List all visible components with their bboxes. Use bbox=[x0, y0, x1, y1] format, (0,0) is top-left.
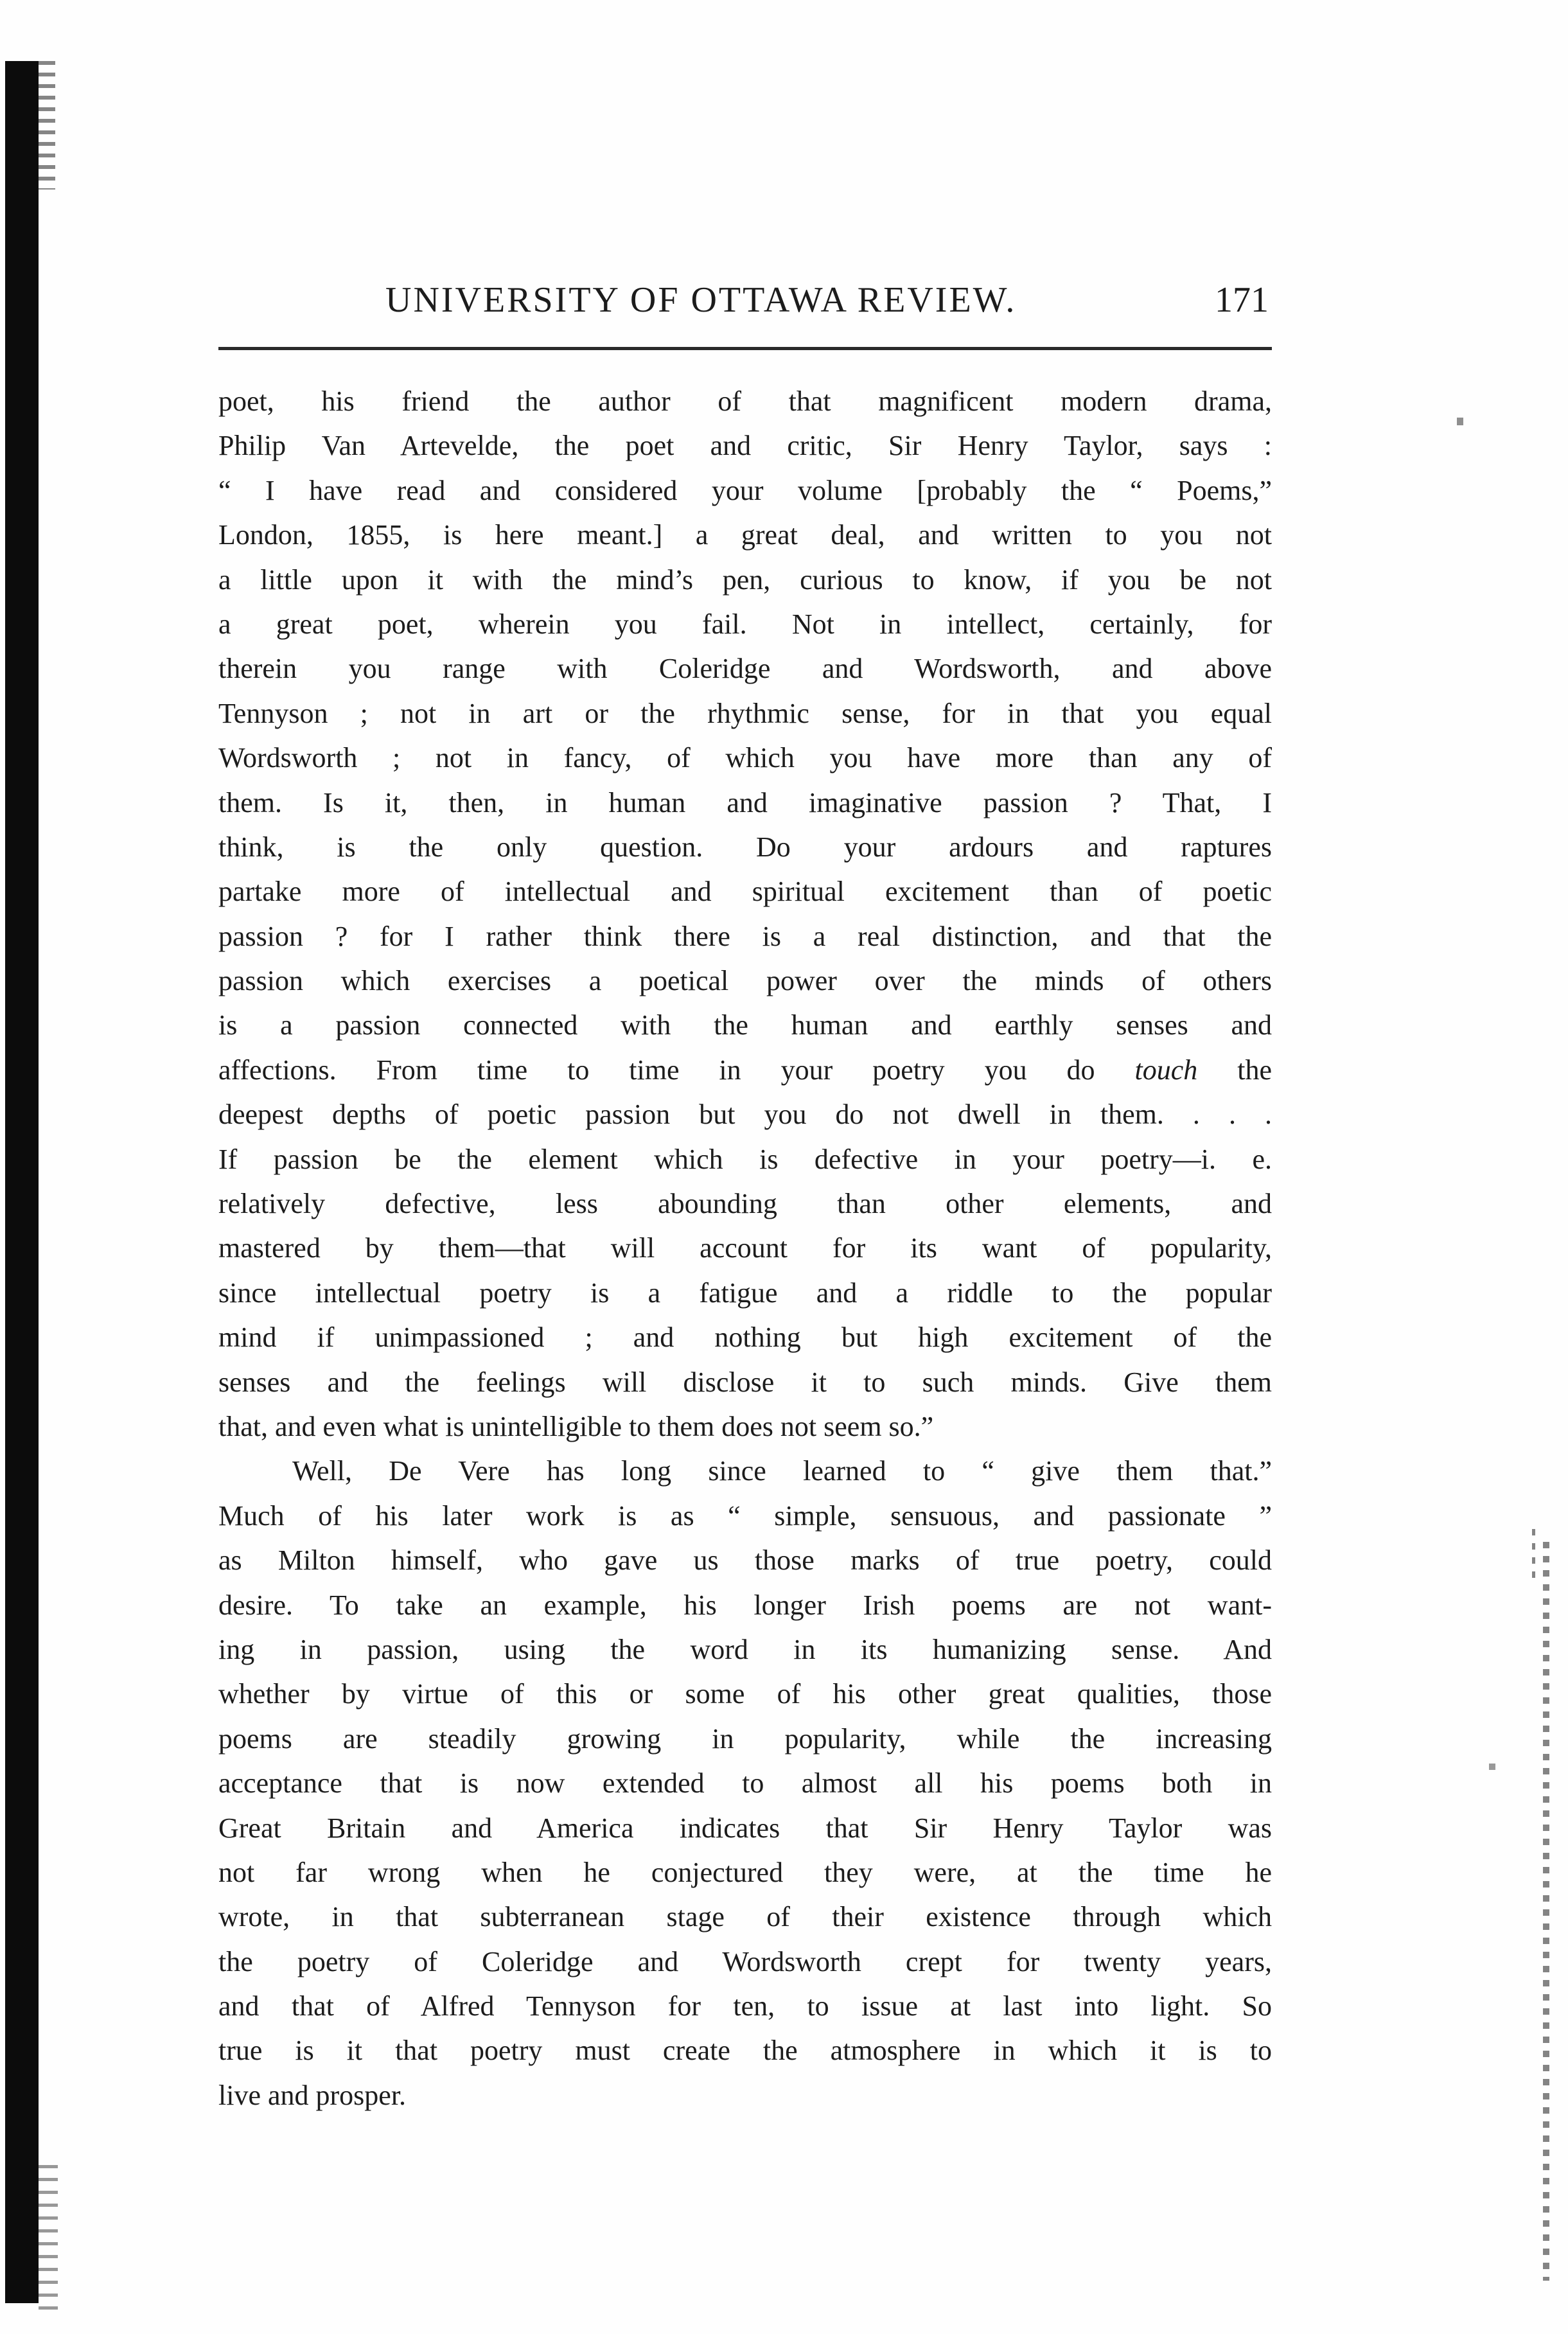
text-line: true is it that poetry must create the atmosphere in which it is to bbox=[218, 2035, 1272, 2067]
text-line: If passion be the element which is defective in your poetry—i. e. bbox=[218, 1143, 1272, 1175]
text-line: Wordsworth ; not in fancy, of which you have more than any of bbox=[218, 742, 1272, 774]
header-rule bbox=[218, 347, 1272, 350]
text-line: and that of Alfred Tennyson for ten, to issue at last into light. So bbox=[218, 1990, 1272, 2022]
text-line: desire. To take an example, his longer Irish poems are not want- bbox=[218, 1589, 1272, 1621]
binding-edge-shadow bbox=[5, 61, 39, 2303]
text-line: London, 1855, is here meant.] a great deal, and written to you not bbox=[218, 519, 1272, 551]
margin-dot bbox=[1457, 418, 1463, 425]
binding-edge-speckle-bottom bbox=[39, 2165, 58, 2313]
text-line: whether by virtue of this or some of his other great qualities, those bbox=[218, 1678, 1272, 1710]
text-line: Well, De Vere has long since learned to “ give them that.” bbox=[292, 1455, 1272, 1487]
binding-edge-speckle-top bbox=[39, 61, 55, 190]
text-line: ing in passion, using the word in its humanizing sense. And bbox=[218, 1633, 1272, 1665]
text-line: wrote, in that subterranean stage of their existence through which bbox=[218, 1901, 1272, 1933]
body-text bbox=[218, 379, 1272, 2117]
text-line: a great poet, wherein you fail. Not in intellect, certainly, for bbox=[218, 608, 1272, 640]
text-line: a little upon it with the mind’s pen, curious to know, if you be not bbox=[218, 563, 1272, 596]
emphasized-word: touch bbox=[1134, 1054, 1198, 1086]
text-line: them. Is it, then, in human and imaginative passion ? That, I bbox=[218, 786, 1272, 818]
text-line: that, and even what is unintelligible to them does not seem so.” bbox=[218, 1410, 934, 1442]
text-line: senses and the feelings will disclose it to such minds. Give them bbox=[218, 1366, 1272, 1398]
right-margin-speckle bbox=[1543, 1542, 1549, 2281]
text-line: Much of his later work is as “ simple, sensuous, and passionate ” bbox=[218, 1499, 1272, 1532]
text-line: “ I have read and considered your volume [probably the “ Poems,” bbox=[218, 474, 1272, 506]
text-line: poet, his friend the author of that magnificent modern drama, bbox=[218, 385, 1272, 417]
text-line: mastered by them—that will account for its want of popularity, bbox=[218, 1232, 1272, 1264]
text-line: is a passion connected with the human and earthly senses and bbox=[218, 1009, 1272, 1041]
text-line: mind if unimpassioned ; and nothing but high excitement of the bbox=[218, 1322, 1272, 1354]
text-line: think, is the only question. Do your ardours and raptures bbox=[218, 831, 1272, 863]
running-title: UNIVERSITY OF OTTAWA REVIEW. bbox=[385, 280, 1017, 320]
margin-dot bbox=[1489, 1764, 1495, 1770]
page-number: 171 bbox=[1215, 280, 1269, 320]
text-line: poems are steadily growing in popularity, while the increasing bbox=[218, 1722, 1272, 1755]
right-margin-speckle-small bbox=[1532, 1529, 1535, 1580]
text-line: Great Britain and America indicates that Sir Henry Taylor was bbox=[218, 1812, 1272, 1844]
text-line: the poetry of Coleridge and Wordsworth crept for twenty years, bbox=[218, 1945, 1272, 1977]
text-line: not far wrong when he conjectured they were, at the time he bbox=[218, 1856, 1272, 1888]
text-line: passion which exercises a poetical power over the minds of others bbox=[218, 965, 1272, 997]
text-line: partake more of intellectual and spiritual excitement than of poetic bbox=[218, 876, 1272, 908]
text-line: affections. From time to time in your poetry you do touch the bbox=[218, 1054, 1272, 1086]
text-line: deepest depths of poetic passion but you do not dwell in them. . . . bbox=[218, 1099, 1272, 1131]
paragraph-1 bbox=[218, 379, 1272, 1449]
page-header bbox=[385, 279, 1269, 337]
text-line: since intellectual poetry is a fatigue and a riddle to the popular bbox=[218, 1277, 1272, 1309]
text-line: live and prosper. bbox=[218, 2079, 407, 2111]
text-line: Tennyson ; not in art or the rhythmic sense, for in that you equal bbox=[218, 697, 1272, 729]
paragraph-2 bbox=[218, 1449, 1272, 2117]
text-line: therein you range with Coleridge and Wordsworth, and above bbox=[218, 653, 1272, 685]
text-line: acceptance that is now extended to almost all his poems both in bbox=[218, 1767, 1272, 1799]
text-line: passion ? for I rather think there is a real distinction, and that the bbox=[218, 920, 1272, 952]
text-line: relatively defective, less abounding than other elements, and bbox=[218, 1188, 1272, 1220]
text-line: as Milton himself, who gave us those marks of true poetry, could bbox=[218, 1544, 1272, 1577]
text-line: Philip Van Artevelde, the poet and critic, Sir Henry Taylor, says : bbox=[218, 430, 1272, 462]
